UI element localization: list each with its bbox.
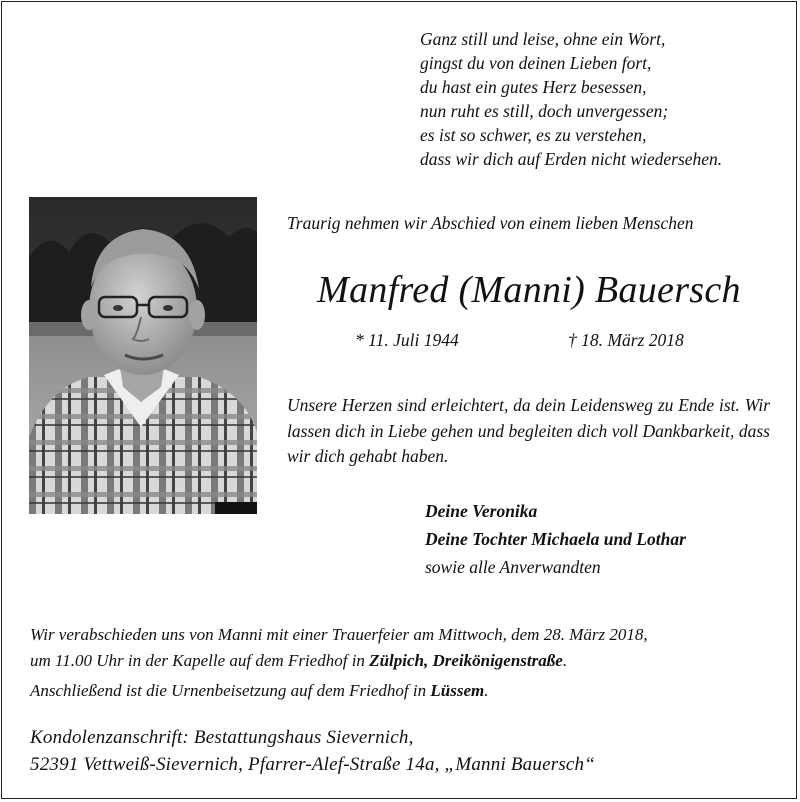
condolence-line: 52391 Vettweiß-Sievernich, Pfarrer-Alef-Straße 14a, „Manni Bauersch“ <box>30 754 596 775</box>
poem-line: gingst du von deinen Lieben fort, <box>420 53 652 73</box>
signer-line: Deine Tochter Michaela und Lothar <box>425 529 686 549</box>
signers <box>425 497 686 581</box>
burial-text: . <box>484 681 489 700</box>
poem-line: es ist so schwer, es zu verstehen, <box>420 125 647 145</box>
burial-location: Lüssem <box>430 681 485 700</box>
signer-line: sowie alle Anverwandten <box>425 557 601 577</box>
condolence-line: Kondolenzanschrift: Bestattungshaus Sievernich, <box>30 727 414 748</box>
condolence-address <box>30 724 595 778</box>
funeral-location: Zülpich, Dreikönigenstraße <box>369 651 563 670</box>
funeral-text: um 11.00 Uhr in der Kapelle auf dem Friedhof in <box>30 651 370 670</box>
portrait-photo <box>29 197 257 514</box>
death-date: † 18. März 2018 <box>568 330 684 350</box>
birth-date: * 11. Juli 1944 <box>355 330 459 350</box>
farewell-message: Unsere Herzen sind erleichtert, da dein Leidensweg zu Ende ist. Wir lassen dich in Liebe gehen und begleiten dich voll Dankbarkeit, dass wir dich gehabt haben. <box>287 395 770 466</box>
poem-line: dass wir dich auf Erden nicht wiedersehen. <box>420 149 723 169</box>
funeral-info <box>30 622 774 704</box>
signer-line: Deine Veronika <box>425 501 538 521</box>
poem-line: nun ruht es still, doch unvergessen; <box>420 101 669 121</box>
intro-text: Traurig nehmen wir Abschied von einem lieben Menschen <box>287 213 694 233</box>
poem <box>420 27 722 171</box>
burial-text: Anschließend ist die Urnenbeisetzung auf dem Friedhof in <box>30 681 431 700</box>
poem-line: Ganz still und leise, ohne ein Wort, <box>420 29 666 49</box>
burial-line <box>30 678 774 704</box>
funeral-line: Wir verabschieden uns von Manni mit einer Trauerfeier am Mittwoch, dem 28. März 2018, <box>30 625 648 644</box>
funeral-line <box>30 648 774 674</box>
poem-line: du hast ein gutes Herz besessen, <box>420 77 647 97</box>
funeral-text: . <box>562 651 568 670</box>
deceased-name: Manfred (Manni) Bauersch <box>317 269 741 311</box>
